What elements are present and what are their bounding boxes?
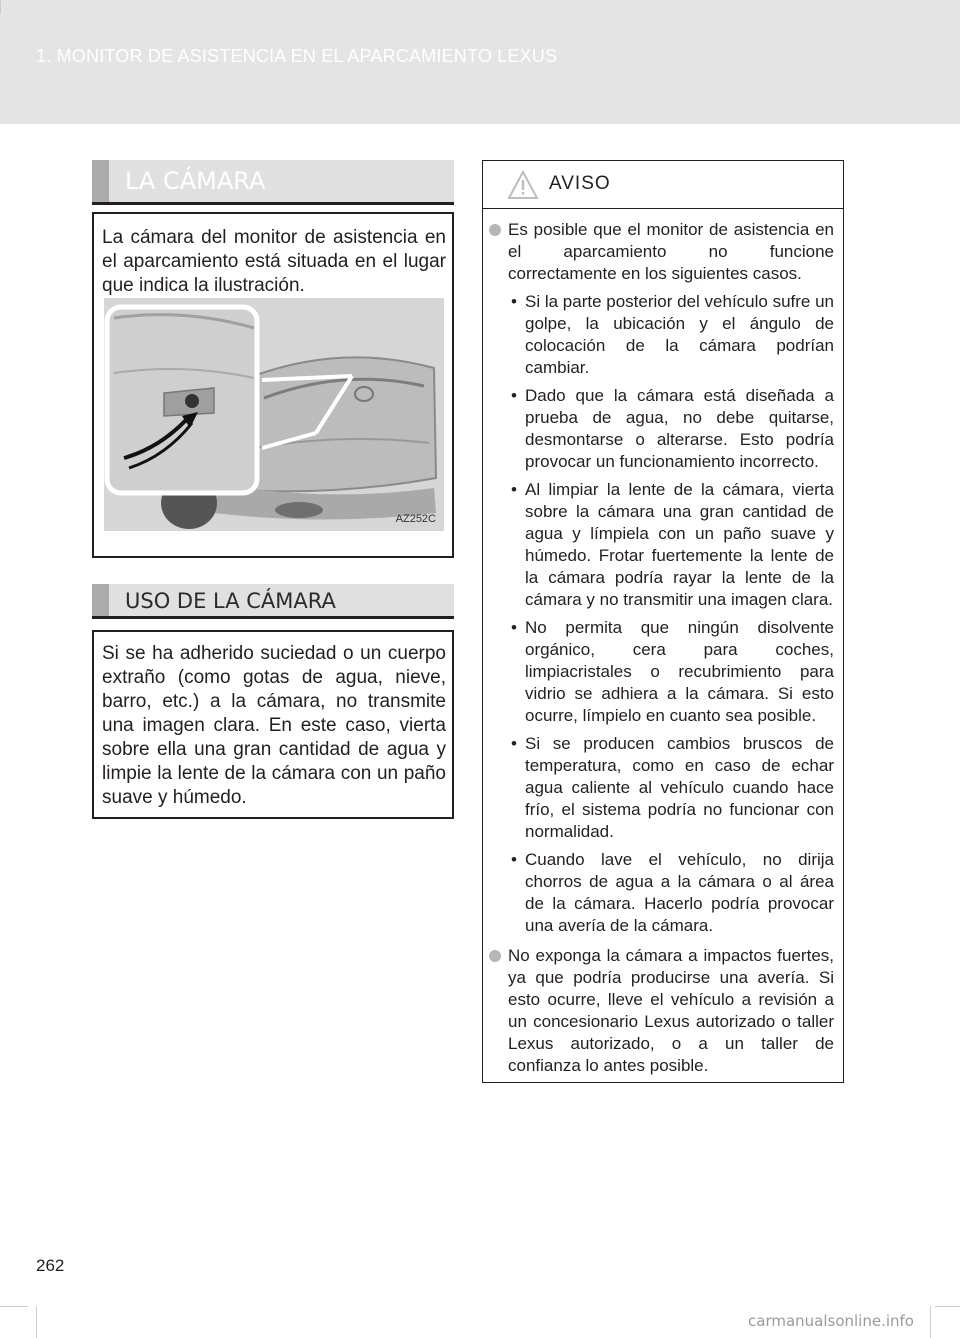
warning-subitem <box>508 479 834 611</box>
bullet-icon: • <box>511 734 517 753</box>
section-heading-text: LA CÁMARA <box>125 167 266 195</box>
crop-mark <box>0 0 1 14</box>
figure-code: AZ252C <box>395 513 436 525</box>
warning-subitem <box>508 385 834 473</box>
bullet-icon: • <box>511 292 517 311</box>
crop-mark <box>0 1306 28 1307</box>
bullet-icon: • <box>511 618 517 637</box>
section-heading-text: USO DE LA CÁMARA <box>125 589 336 613</box>
camera-use-section-box <box>92 630 454 819</box>
warning-subitem-text: Cuando lave el vehículo, no dirija chorros de agua a la cámara o al área de la cámara. Hacerlo podría provocar una avería de la cámara. <box>525 850 834 935</box>
warning-subitem <box>508 733 834 843</box>
warning-subitem-text: No permita que ningún disolvente orgánico, cera para coches, limpiacristales o recubrimiento para vidrio se adhiera a la cámara. Si esto ocurre, límpielo en cuanto sea posible. <box>525 618 834 725</box>
footer-watermark: carmanualsonline.info <box>748 1312 914 1330</box>
warning-item-text: Es posible que el monitor de asistencia en el aparcamiento no funcione correctamente en los siguientes casos. <box>508 220 834 283</box>
section-heading-camera-use <box>92 584 454 619</box>
bullet-icon: • <box>511 850 517 869</box>
warning-subitem-text: Dado que la cámara está diseñada a prueba de agua, no debe quitarse, desmontarse o alterarse. Esto podría provocar un funcionamiento incorrecto. <box>525 386 834 471</box>
warning-box <box>482 160 844 1083</box>
bullet-dot-icon <box>489 950 501 962</box>
warning-title: AVISO <box>549 173 611 194</box>
bullet-icon: • <box>511 480 517 499</box>
bullet-dot-icon <box>489 224 501 236</box>
section-tab <box>92 584 109 616</box>
warning-subitem <box>508 617 834 727</box>
crop-mark <box>935 1306 960 1307</box>
section-heading-camera <box>92 160 454 205</box>
page-header <box>0 0 960 124</box>
camera-location-text: La cámara del monitor de asistencia en el aparcamiento está situada en el lugar que indica la ilustración. <box>102 227 446 296</box>
page-number: 262 <box>36 1256 65 1275</box>
bullet-icon: • <box>511 386 517 405</box>
section-tab <box>92 160 109 202</box>
camera-use-text: Si se ha adherido suciedad o un cuerpo extraño (como gotas de agua, nieve, barro, etc.) a la cámara, no transmite una imagen clara. En este caso, vierta sobre ella una gran cantidad de agua y limpie la lente de la cámara con un paño suave y húmedo. <box>102 643 446 808</box>
warning-item <box>501 219 834 937</box>
crop-mark <box>930 1306 931 1338</box>
camera-location-illustration <box>104 298 444 531</box>
warning-subitem <box>508 291 834 379</box>
warning-subitem <box>508 849 834 937</box>
chapter-title: 1. MONITOR DE ASISTENCIA EN EL APARCAMIENTO LEXUS <box>36 46 558 66</box>
camera-section-box <box>92 212 454 558</box>
warning-header <box>483 161 843 209</box>
warning-subitem-text: Al limpiar la lente de la cámara, vierta sobre la cámara una gran cantidad de agua y límpiela con un paño suave y húmedo. Frotar fuertemente la lente de la cámara podría rayar la lente de la cámara y no transmitir una imagen clara. <box>525 480 834 609</box>
warning-subitem-text: Si la parte posterior del vehículo sufre un golpe, la ubicación y el ángulo de colocación de la cámara podrían cambiar. <box>525 292 835 377</box>
car-rear-illustration <box>104 298 444 531</box>
warning-body <box>501 219 834 1085</box>
crop-mark <box>36 1306 37 1338</box>
warning-triangle-icon <box>507 170 539 200</box>
warning-item <box>501 945 834 1077</box>
warning-subitem-text: Si se producen cambios bruscos de temperatura, como en caso de echar agua caliente al vehículo cuando hace frío, el sistema podría no funcionar con normalidad. <box>525 734 834 841</box>
warning-item-text: No exponga la cámara a impactos fuertes, ya que podría producirse una avería. Si esto ocurre, lleve el vehículo a revisión a un concesionario Lexus autorizado o taller Lexus autorizado, o a un taller de confianza lo antes posible. <box>508 946 834 1075</box>
